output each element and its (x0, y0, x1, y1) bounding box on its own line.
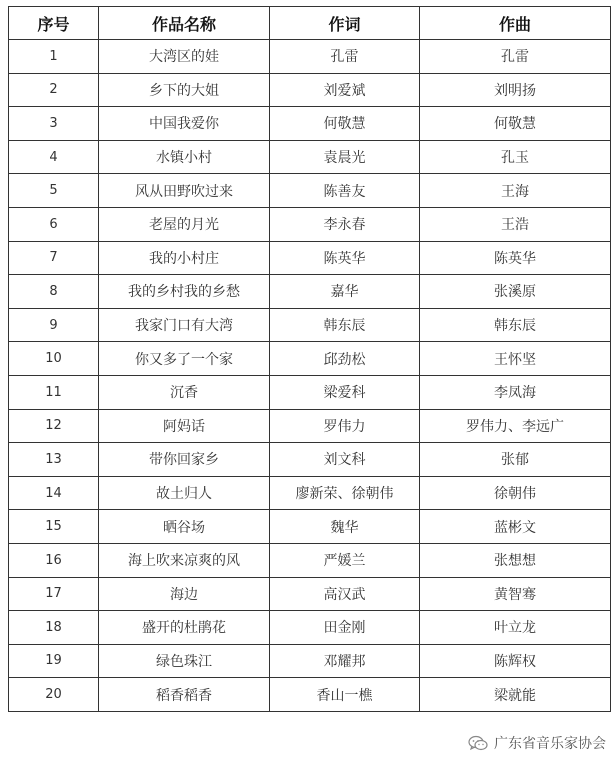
cell-composer: 张郁 (420, 443, 611, 477)
cell-composer: 徐朝伟 (420, 476, 611, 510)
cell-composer: 张溪原 (420, 275, 611, 309)
cell-lyricist: 罗伟力 (270, 409, 420, 443)
table-row (9, 443, 611, 477)
cell-title: 晒谷场 (99, 510, 270, 544)
cell-lyricist: 邓耀邦 (270, 644, 420, 678)
header-lyricist: 作词 (270, 7, 420, 40)
header-number: 序号 (9, 7, 99, 40)
cell-title: 阿妈话 (99, 409, 270, 443)
cell-lyricist: 李永春 (270, 207, 420, 241)
table-header-row (9, 7, 611, 40)
cell-title: 绿色珠江 (99, 644, 270, 678)
cell-title: 大湾区的娃 (99, 40, 270, 74)
table-row (9, 375, 611, 409)
table-row (9, 140, 611, 174)
cell-number: 20 (9, 678, 99, 712)
wechat-icon (468, 735, 488, 751)
cell-title: 盛开的杜鹃花 (99, 611, 270, 645)
cell-title: 中国我爱你 (99, 107, 270, 141)
table-row (9, 510, 611, 544)
cell-lyricist: 廖新荣、徐朝伟 (270, 476, 420, 510)
cell-lyricist: 严媛兰 (270, 543, 420, 577)
cell-number: 14 (9, 476, 99, 510)
cell-number: 16 (9, 543, 99, 577)
cell-composer: 何敬慧 (420, 107, 611, 141)
header-composer: 作曲 (420, 7, 611, 40)
cell-lyricist: 韩东辰 (270, 308, 420, 342)
footer-watermark (468, 733, 606, 753)
cell-title: 我的乡村我的乡愁 (99, 275, 270, 309)
cell-number: 19 (9, 644, 99, 678)
cell-composer: 张想想 (420, 543, 611, 577)
table-row (9, 40, 611, 74)
cell-composer: 王浩 (420, 207, 611, 241)
cell-lyricist: 邱劲松 (270, 342, 420, 376)
cell-number: 17 (9, 577, 99, 611)
cell-number: 6 (9, 207, 99, 241)
cell-number: 1 (9, 40, 99, 74)
cell-title: 故土归人 (99, 476, 270, 510)
table-row (9, 476, 611, 510)
cell-lyricist: 袁晨光 (270, 140, 420, 174)
cell-composer: 黄智骞 (420, 577, 611, 611)
cell-composer: 叶立龙 (420, 611, 611, 645)
song-list-table (8, 6, 611, 712)
table-row (9, 577, 611, 611)
cell-lyricist: 魏华 (270, 510, 420, 544)
cell-composer: 孔雷 (420, 40, 611, 74)
cell-title: 我家门口有大湾 (99, 308, 270, 342)
cell-lyricist: 田金刚 (270, 611, 420, 645)
table-body (9, 40, 611, 712)
cell-composer: 蓝彬文 (420, 510, 611, 544)
cell-number: 7 (9, 241, 99, 275)
cell-title: 风从田野吹过来 (99, 174, 270, 208)
cell-number: 18 (9, 611, 99, 645)
cell-title: 老屋的月光 (99, 207, 270, 241)
cell-number: 10 (9, 342, 99, 376)
cell-composer: 王海 (420, 174, 611, 208)
cell-lyricist: 香山一樵 (270, 678, 420, 712)
cell-lyricist: 何敬慧 (270, 107, 420, 141)
cell-number: 5 (9, 174, 99, 208)
cell-title: 水镇小村 (99, 140, 270, 174)
cell-lyricist: 高汉武 (270, 577, 420, 611)
table-row (9, 107, 611, 141)
table-row (9, 678, 611, 712)
cell-title: 海上吹来凉爽的风 (99, 543, 270, 577)
cell-composer: 韩东辰 (420, 308, 611, 342)
cell-number: 15 (9, 510, 99, 544)
cell-title: 带你回家乡 (99, 443, 270, 477)
cell-composer: 孔玉 (420, 140, 611, 174)
cell-number: 11 (9, 375, 99, 409)
cell-number: 12 (9, 409, 99, 443)
table-row (9, 174, 611, 208)
cell-lyricist: 陈善友 (270, 174, 420, 208)
cell-number: 13 (9, 443, 99, 477)
cell-number: 4 (9, 140, 99, 174)
cell-title: 乡下的大姐 (99, 73, 270, 107)
cell-title: 你又多了一个家 (99, 342, 270, 376)
cell-lyricist: 陈英华 (270, 241, 420, 275)
footer-source-text: 广东省音乐家协会 (494, 736, 606, 752)
table-row (9, 543, 611, 577)
cell-lyricist: 刘文科 (270, 443, 420, 477)
cell-lyricist: 嘉华 (270, 275, 420, 309)
cell-title: 稻香稻香 (99, 678, 270, 712)
header-title: 作品名称 (99, 7, 270, 40)
cell-lyricist: 孔雷 (270, 40, 420, 74)
table-row (9, 342, 611, 376)
cell-title: 沉香 (99, 375, 270, 409)
cell-title: 我的小村庄 (99, 241, 270, 275)
cell-composer: 陈辉权 (420, 644, 611, 678)
table-row (9, 644, 611, 678)
table-row (9, 308, 611, 342)
table-row (9, 275, 611, 309)
cell-lyricist: 梁爱科 (270, 375, 420, 409)
table-row (9, 207, 611, 241)
cell-number: 3 (9, 107, 99, 141)
table-row (9, 611, 611, 645)
cell-composer: 王怀坚 (420, 342, 611, 376)
cell-composer: 陈英华 (420, 241, 611, 275)
cell-number: 8 (9, 275, 99, 309)
cell-number: 2 (9, 73, 99, 107)
table-row (9, 409, 611, 443)
cell-lyricist: 刘爱斌 (270, 73, 420, 107)
table-row (9, 73, 611, 107)
cell-composer: 梁就能 (420, 678, 611, 712)
cell-composer: 罗伟力、李远广 (420, 409, 611, 443)
cell-number: 9 (9, 308, 99, 342)
cell-composer: 李凤海 (420, 375, 611, 409)
cell-composer: 刘明扬 (420, 73, 611, 107)
cell-title: 海边 (99, 577, 270, 611)
table-row (9, 241, 611, 275)
